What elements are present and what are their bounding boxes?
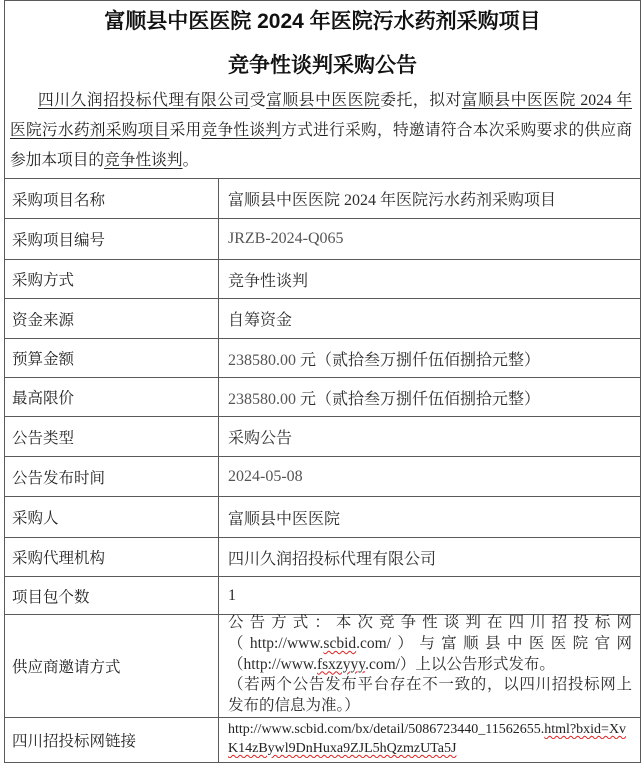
invitation-text-segment: （http://www. [228, 634, 324, 652]
info-table [5, 178, 640, 763]
intro-agency-name: 四川久润招投标代理有限公司 [38, 92, 250, 109]
invitation-line [228, 613, 632, 634]
value-agency: 四川久润招投标代理有限公司 [228, 550, 437, 568]
table-row [5, 339, 640, 378]
invitation-text [228, 613, 632, 717]
table-row [5, 179, 640, 219]
intro-line [5, 86, 640, 116]
table-row [5, 718, 640, 763]
invitation-line [228, 655, 632, 676]
link-line [228, 739, 632, 758]
label-notice-type: 公告类型 [5, 417, 219, 456]
link-line [228, 720, 632, 739]
value-invitation-method [219, 615, 640, 717]
value-procurement-method: 竞争性谈判 [228, 272, 309, 290]
table-row [5, 615, 640, 718]
intro-text: 参加本项目的 [10, 152, 105, 169]
link-spellcheck-segment: K14zBywl9DnHuxa9ZJL5hQzmzUTa5J [228, 741, 457, 756]
intro-text: 采用 [169, 122, 202, 139]
link-spellcheck-segment: html?bxid=Xv [544, 722, 627, 737]
budget-amount-text: 元（贰拾叁万捌仟伍佰捌拾元整） [296, 351, 541, 369]
intro-text: 方式进行采购，特邀请符合本次采购要求的供应商 [281, 122, 633, 139]
budget-amount-number: 238580.00 [228, 351, 296, 369]
max-price-text: 元（贰拾叁万捌仟伍佰捌拾元整） [296, 390, 541, 408]
table-row [5, 219, 640, 260]
value-notice-type: 采购公告 [228, 430, 293, 447]
intro-line [5, 146, 640, 176]
invitation-text-segment: .com/）与富顺县中医医院官网 [356, 634, 632, 652]
max-price-wrap [228, 386, 540, 409]
document-subtitle: 竞争性谈判采购公告 [228, 54, 417, 77]
label-package-count: 项目包个数 [5, 577, 219, 614]
label-fund-source: 资金来源 [5, 299, 219, 338]
value-fund-source: 自筹资金 [228, 312, 293, 329]
intro-project-name: 医院污水药剂采购项目 [10, 122, 170, 139]
intro-method: 竞争性谈判 [104, 152, 183, 169]
intro-purchaser-name: 富顺县中医医院 [266, 92, 381, 109]
intro-method: 竞争性谈判 [201, 122, 282, 139]
label-max-price: 最高限价 [5, 378, 219, 416]
value-purchaser: 富顺县中医医院 [228, 510, 341, 528]
value-project-name: 富顺县中医医院 2024 年医院污水药剂采购项目 [228, 192, 557, 209]
intro-text: 受 [249, 92, 267, 109]
invitation-text-segment: 发布的信息为准。） [228, 697, 360, 715]
value-bid-site-link [219, 718, 640, 762]
table-row [5, 260, 640, 299]
intro-text: 。 [182, 152, 199, 169]
invitation-line [228, 675, 632, 696]
invitation-line [228, 696, 632, 717]
invitation-text-segment: （http://www. [228, 655, 317, 673]
intro-paragraph [5, 86, 640, 176]
value-publish-date: 2024-05-08 [228, 467, 303, 485]
budget-amount-wrap [228, 347, 540, 370]
value-package-count: 1 [228, 586, 236, 604]
intro-project-name: 富顺县中医医院 2024 年 [461, 92, 633, 109]
value-max-price [219, 378, 640, 416]
invitation-text-segment: （若两个公告发布平台存在不一致的，以四川招投标网上 [228, 676, 632, 694]
value-project-number: JRZB-2024-Q065 [228, 230, 344, 247]
label-project-name: 采购项目名称 [5, 179, 219, 218]
invitation-text-segment: 公告方式：本次竞争性谈判在四川招投标网 [228, 614, 632, 631]
invitation-text-segment: .com/）上以公告形式发布。 [365, 655, 555, 673]
table-row [5, 577, 640, 615]
label-publish-date: 公告发布时间 [5, 457, 219, 496]
table-row [5, 299, 640, 339]
announcement-document [4, 0, 641, 763]
table-row [5, 417, 640, 457]
max-price-number: 238580.00 [228, 390, 296, 408]
invitation-spellcheck-word: scbid [323, 634, 357, 652]
label-invitation-method: 供应商邀请方式 [5, 615, 219, 717]
label-project-number: 采购项目编号 [5, 219, 219, 259]
table-row [5, 378, 640, 417]
invitation-line [228, 634, 632, 655]
label-budget-amount: 预算金额 [5, 339, 219, 377]
document-title: 富顺县中医医院 2024 年医院污水药剂采购项目 [104, 10, 541, 33]
table-row [5, 538, 640, 577]
label-bid-site-link: 四川招投标网链接 [5, 718, 219, 762]
table-row [5, 457, 640, 497]
label-agency: 采购代理机构 [5, 538, 219, 576]
intro-text: 委托，拟对 [380, 92, 462, 109]
label-purchaser: 采购人 [5, 497, 219, 537]
table-row [5, 497, 640, 538]
invitation-spellcheck-word: fsxzyyy [316, 655, 366, 673]
link-text-segment: http://www.scbid.com/bx/detail/5086723440_11562655. [228, 722, 545, 737]
value-budget-amount [219, 339, 640, 377]
label-procurement-method: 采购方式 [5, 260, 219, 298]
intro-line [5, 116, 640, 146]
